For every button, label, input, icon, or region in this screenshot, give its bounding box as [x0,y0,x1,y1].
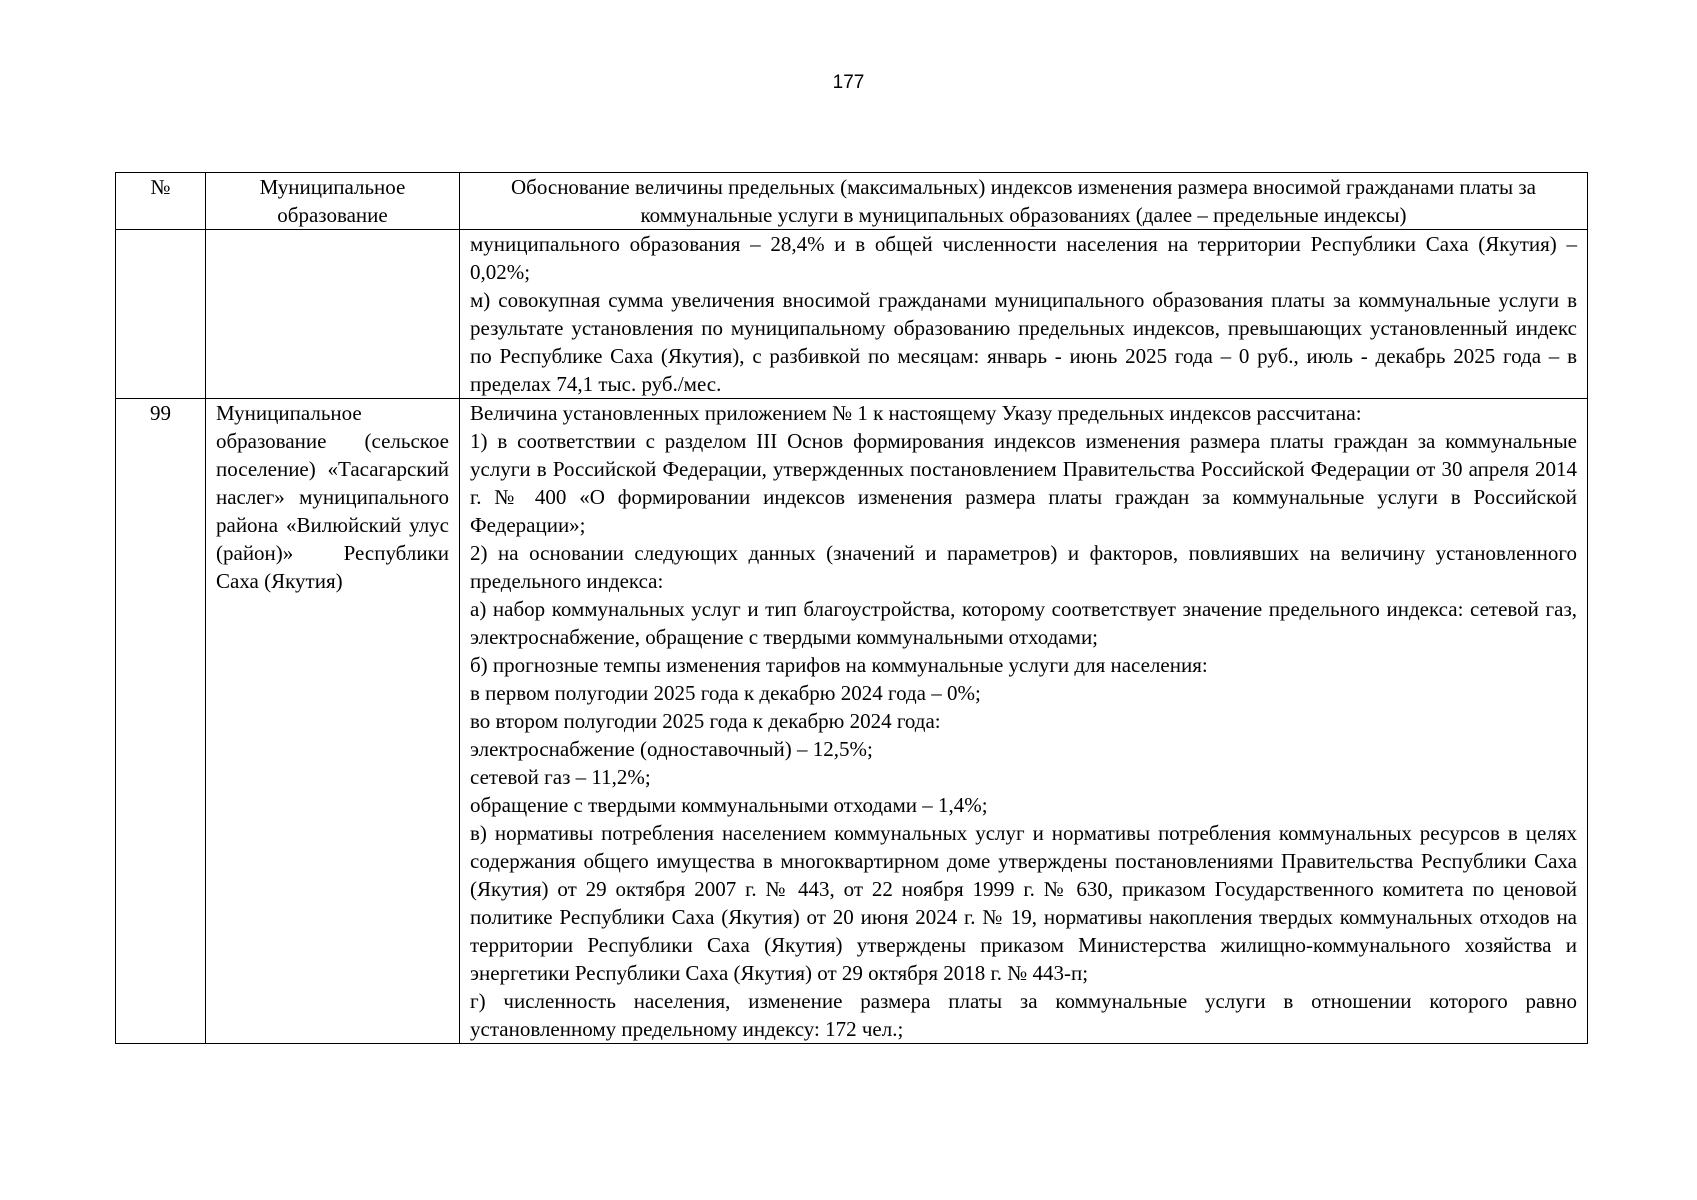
paragraph: сетевой газ – 11,2%; [470,765,651,789]
table-row-99 [116,399,1588,1044]
paragraph: м) совокупная сумма увеличения вносимой гражданами муниципального образования платы за коммунальные услуги в результате установления по муниципальному образованию предельных индексов, превышающих установленный индекс по Республике Саха (Якутия), с разбивкой по месяцам: январь - июнь 2025 года – 0 руб., июль - декабрь 2025 года – в пределах 74,1 тыс. руб./мес. [470,288,1577,396]
header-number: № [116,173,206,230]
paragraph: 1) в соответствии с разделом III Основ формирования индексов изменения размера платы граждан за коммунальные услуги в Российской Федерации, утвержденных постановлением Правительства Российской Федерации от 30 апреля 2014 г. № 400 «О формировании индексов изменения размера платы граждан за коммунальные услуги в Российской Федерации»; [470,429,1577,537]
paragraph: обращение с твердыми коммунальными отходами – 1,4%; [470,793,988,817]
paragraph: а) набор коммунальных услуг и тип благоустройства, которому соответствует значение предельного индекса: сетевой газ, электроснабжение, обращение с твердыми коммунальными отходами; [470,597,1577,649]
paragraph: муниципального образования – 28,4% и в общей численности населения на территории Республики Саха (Якутия) – 0,02%; [470,232,1577,284]
header-municipality: Муниципальное образование [206,173,460,230]
municipality-cell: Муниципальное образование (сельское поселение) «Тасагарский наслег» муниципального района «Вилюйский улус (район)» Республики Саха (Якутия) [206,399,460,1044]
paragraph: электроснабжение (одноставочный) – 12,5%; [470,737,873,761]
header-justification: Обоснование величины предельных (максимальных) индексов изменения размера вносимой гражданами платы за коммунальные услуги в муниципальных образованиях (далее – предельные индексы) [460,173,1588,230]
table-row-continuation [116,230,1588,399]
paragraph: 2) на основании следующих данных (значений и параметров) и факторов, повлиявших на величину установленного предельного индекса: [470,541,1577,593]
justification-cell [460,230,1588,399]
row-number-cell: 99 [116,399,206,1044]
page-number: 177 [832,72,865,93]
table-header-row [116,173,1588,230]
paragraph: б) прогнозные темпы изменения тарифов на коммунальные услуги для населения: [470,653,1208,677]
paragraph: во втором полугодии 2025 года к декабрю 2024 года: [470,709,941,733]
municipality-cell [206,230,460,399]
paragraph: в) нормативы потребления населением коммунальных услуг и нормативы потребления коммунальных ресурсов в целях содержания общего имущества в многоквартирном доме утверждены постановлениями Правительства Республики Саха (Якутия) от 29 октября 2007 г. № 443, от 22 ноября 1999 г. № 630, приказом Государственного комитета по ценовой политике Республики Саха (Якутия) от 20 июня 2024 г. № 19, нормативы накопления твердых коммунальных отходов на территории Республики Саха (Якутия) утверждены приказом Министерства жилищно-коммунального хозяйства и энергетики Республики Саха (Якутия) от 29 октября 2018 г. № 443-п; [470,821,1577,985]
paragraph: Величина установленных приложением № 1 к настоящему Указу предельных индексов рассчитана: [470,401,1362,425]
paragraph: г) численность населения, изменение размера платы за коммунальные услуги в отношении которого равно установленному предельному индексу: 172 чел.; [470,989,1577,1041]
row-number-cell [116,230,206,399]
paragraph: в первом полугодии 2025 года к декабрю 2024 года – 0%; [470,681,981,705]
indices-table [115,172,1588,1044]
justification-cell [460,399,1588,1044]
